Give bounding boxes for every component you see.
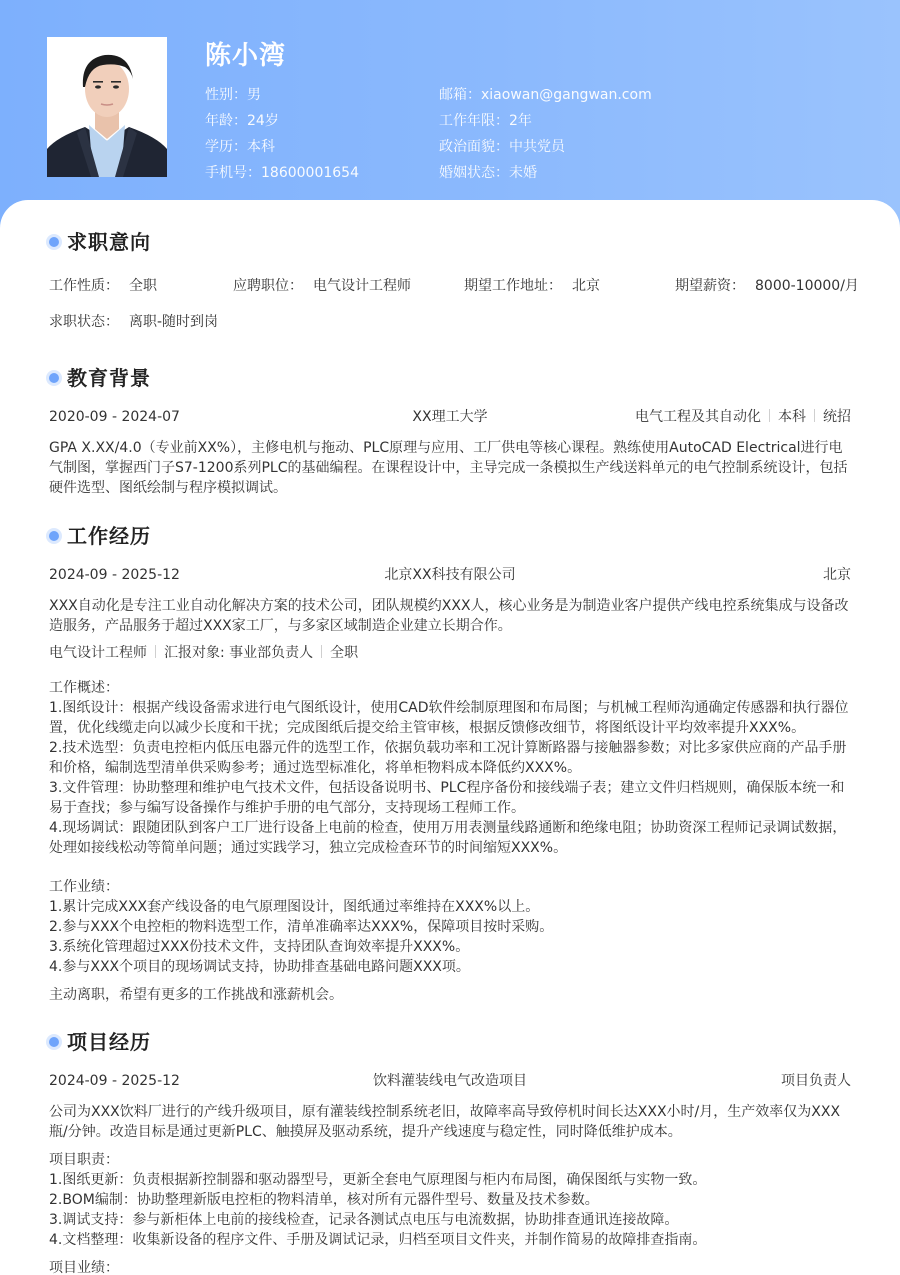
- location-value: 北京: [572, 278, 600, 294]
- enrollment-type: 统招: [823, 409, 851, 425]
- marital-status-row: [439, 160, 652, 186]
- info-label: 婚姻状态：: [439, 165, 509, 181]
- job-intent-row-2: [49, 312, 218, 332]
- position-item: [233, 276, 411, 296]
- work-years-row: [439, 108, 652, 134]
- info-label: 工作年限：: [439, 113, 509, 129]
- intent-label: 期望薪资：: [675, 278, 745, 294]
- section-bullet-icon: [49, 237, 59, 247]
- company-name: 北京XX科技有限公司: [384, 567, 516, 583]
- divider: [155, 645, 156, 658]
- intent-label: 应聘职位：: [233, 278, 303, 294]
- intent-label: 求职状态：: [49, 314, 119, 330]
- education-summary-row: [49, 407, 851, 427]
- education-description: GPA X.XX/4.0（专业前XX%），主修电机与拖动、PLC原理与应用、工厂供电等核心课程。熟练使用AutoCAD Electrical进行电气制图，掌握西门子S7-1200系列PLC的基础编程。在课程设计中，主导完成一条模拟生产线送料单元的电气控制系统设计，包括硬件选型、图纸绘制与程序模拟调试。: [49, 440, 848, 496]
- basic-info-right: [439, 82, 652, 186]
- work-period: 2024-09 - 2025-12: [49, 567, 180, 583]
- work-overview: [49, 678, 851, 858]
- intent-label: 工作性质：: [49, 278, 119, 294]
- report-to: 汇报对象: 事业部负责人: [164, 645, 314, 661]
- project-role: 项目负责人: [781, 1073, 851, 1089]
- company-intro: XXX自动化是专注工业自动化解决方案的技术公司，团队规模约XXX人，核心业务是为制造业客户提供产线电控系统集成与设备改造服务，产品服务于超过XXX家工厂，与多家区域制造企业建立长期合作。: [49, 598, 849, 634]
- overview-item: 1.图纸设计：根据产线设备需求进行电气图纸设计，使用CAD软件绘制原理图和布局图；与机械工程师沟通确定传感器和执行器位置，优化线缆走向以减少长度和干扰；完成图纸后提交给主管审核，根据反馈修改细节，将图纸设计平均效率提升XXX%。: [49, 700, 849, 736]
- job-type-item: [49, 276, 157, 296]
- section-education-heading: [49, 365, 151, 391]
- section-title: 项目经历: [67, 1030, 151, 1054]
- phone-row: [205, 160, 359, 186]
- education-period: 2020-09 - 2024-07: [49, 409, 180, 425]
- work-summary-row: [49, 565, 851, 585]
- duty-item: 2.BOM编制：协助整理新版电控柜的物料清单，核对所有元器件型号、数量及技术参数。: [49, 1192, 599, 1208]
- leave-reason: 主动离职，希望有更多的工作挑战和涨薪机会。: [49, 987, 343, 1003]
- info-label: 手机号：: [205, 165, 261, 181]
- political-status-row: [439, 134, 652, 160]
- achievements-label: 工作业绩：: [49, 879, 119, 895]
- info-label: 政治面貌：: [439, 139, 509, 155]
- work-location: 北京: [823, 567, 851, 583]
- job-title: 电气设计工程师: [49, 645, 147, 661]
- profile-photo: [47, 37, 167, 177]
- project-name: 饮料灌装线电气改造项目: [373, 1073, 527, 1089]
- portrait-icon: [47, 37, 167, 177]
- section-bullet-icon: [49, 373, 59, 383]
- achievement-item: 4.参与XXX个项目的现场调试支持，协助排查基础电路问题XXX项。: [49, 959, 470, 975]
- project-duties: [49, 1150, 851, 1250]
- email-row: [439, 82, 652, 108]
- project-achievements-label: 项目业绩：: [49, 1260, 119, 1275]
- duties-label: 项目职责：: [49, 1152, 119, 1168]
- job-type: 全职: [330, 645, 359, 661]
- phone-value[interactable]: 18600001654: [261, 165, 359, 181]
- basic-info-left: [205, 82, 359, 186]
- intent-label: 期望工作地址：: [464, 278, 562, 294]
- political-status-value: 中共党员: [509, 139, 565, 155]
- education-details: [635, 407, 851, 427]
- job-intent-row-1: [49, 276, 859, 296]
- info-label: 邮箱：: [439, 87, 481, 103]
- education-level-row: [205, 134, 359, 160]
- school-name: XX理工大学: [412, 409, 488, 425]
- location-item: [464, 276, 600, 296]
- overview-label: 工作概述：: [49, 680, 119, 696]
- section-title: 教育背景: [67, 366, 151, 390]
- achievement-item: 3.系统化管理超过XXX份技术文件，支持团队查询效率提升XXX%。: [49, 939, 470, 955]
- degree: 本科: [778, 409, 806, 425]
- section-title: 求职意向: [67, 230, 151, 254]
- availability-value: 离职-随时到岗: [129, 314, 219, 330]
- section-bullet-icon: [49, 531, 59, 541]
- position-value: 电气设计工程师: [313, 278, 411, 294]
- overview-item: 2.技术选型：负责电控柜内低压电器元件的选型工作，依据负载功率和工况计算断路器与接触器参数；对比多家供应商的产品手册和价格，编制选型清单供采购参考；通过选型标准化，将单柜物料成本降低约XXX%。: [49, 740, 847, 776]
- divider: [814, 409, 815, 422]
- gender-value: 男: [247, 87, 261, 103]
- project-description: 公司为XXX饮料厂进行的产线升级项目，原有灌装线控制系统老旧，故障率高导致停机时间长达XXX小时/月，生产效率仅为XXX瓶/分钟。改造目标是通过更新PLC、触摸屏及驱动系统，提升产线速度与稳定性，同时降低维护成本。: [49, 1104, 841, 1140]
- section-title: 工作经历: [67, 524, 151, 548]
- info-label: 性别：: [205, 87, 247, 103]
- info-label: 年龄：: [205, 113, 247, 129]
- duty-item: 1.图纸更新：负责根据新控制器和驱动器型号，更新全套电气原理图与柜内布局图，确保图纸与实物一致。: [49, 1172, 707, 1188]
- job-type-value: 全职: [129, 278, 157, 294]
- marital-status-value: 未婚: [509, 165, 537, 181]
- section-job-intent-heading: [49, 229, 151, 255]
- achievement-item: 1.累计完成XXX套产线设备的电气原理图设计，图纸通过率维持在XXX%以上。: [49, 899, 540, 915]
- work-role-tags: [49, 643, 358, 663]
- section-work-heading: [49, 523, 151, 549]
- achievement-item: 2.参与XXX个电控柜的物料选型工作，清单准确率达XXX%，保障项目按时采购。: [49, 919, 554, 935]
- age-value: 24岁: [247, 113, 279, 129]
- work-years-value: 2年: [509, 113, 532, 129]
- duty-item: 3.调试支持：参与新柜体上电前的接线检查，记录各测试点电压与电流数据，协助排查通讯连接故障。: [49, 1212, 679, 1228]
- divider: [769, 409, 770, 422]
- resume-body: [0, 200, 900, 1275]
- age-row: [205, 108, 359, 134]
- project-period: 2024-09 - 2025-12: [49, 1073, 180, 1089]
- section-bullet-icon: [49, 1037, 59, 1047]
- gender-row: [205, 82, 359, 108]
- overview-item: 3.文件管理：协助整理和维护电气技术文件，包括设备说明书、PLC程序备份和接线端子表；建立文件归档规则，确保版本统一和易于查找；参与编写设备操作与维护手册的电气部分，支持现场工程师工作。: [49, 780, 845, 816]
- section-project-heading: [49, 1029, 151, 1055]
- info-label: 学历：: [205, 139, 247, 155]
- overview-item: 4.现场调试：跟随团队到客户工厂进行设备上电前的检查，使用万用表测量线路通断和绝缘电阻；协助资深工程师记录调试数据，处理如接线松动等简单问题；通过实践学习，独立完成检查环节的时间缩短XXX%。: [49, 820, 847, 856]
- work-achievements: [49, 877, 851, 977]
- salary-value: 8000-10000/月: [755, 278, 859, 294]
- project-summary-row: [49, 1071, 851, 1091]
- education-level-value: 本科: [247, 139, 275, 155]
- divider: [321, 645, 322, 658]
- duty-item: 4.文档整理：收集新设备的程序文件、手册及调试记录，归档至项目文件夹，并制作简易的故障排查指南。: [49, 1232, 707, 1248]
- major: 电气工程及其自动化: [635, 409, 761, 425]
- email-value[interactable]: xiaowan@gangwan.com: [481, 87, 652, 103]
- salary-item: [675, 276, 859, 296]
- candidate-name: 陈小湾: [205, 41, 287, 71]
